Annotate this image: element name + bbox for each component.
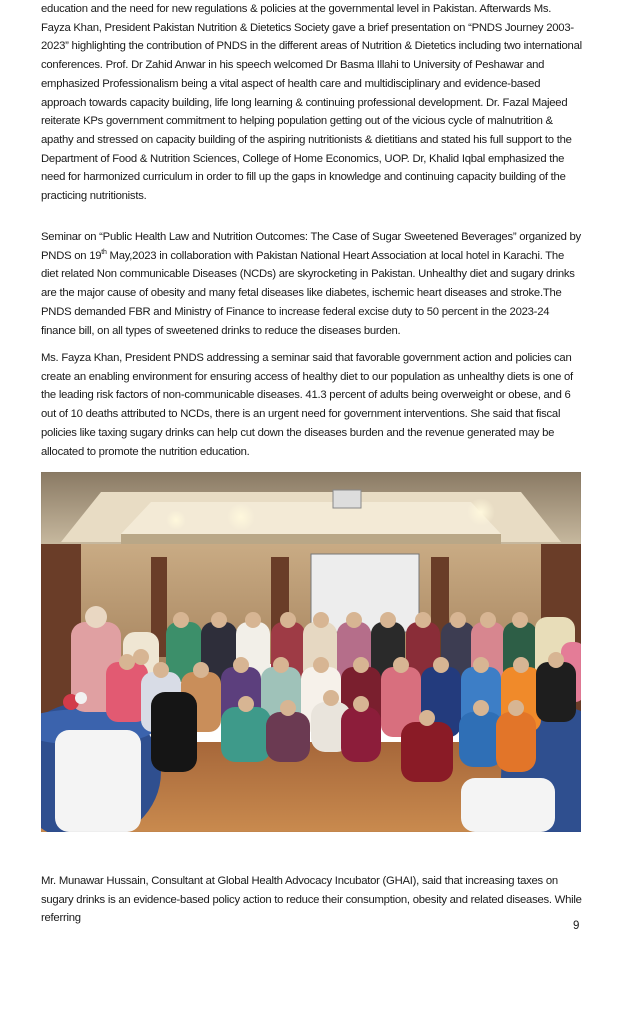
- paragraph-president-address: Ms. Fayza Khan, President PNDS addressing a seminar said that favorable government action and policies can create an enabling environment for ensuring access of healthy diet to our population as unhealthy diets is one of the leading risk factors of non-communicable diseases. 41.3 percent of adults being overweight or obese, and 6 out of 10 deaths attributed to NCDs, there is an urgent need for government interventions. She said that fiscal policies like taxing sugary drinks can help cut down the diseases burden and the revenue generated may be allocated to promote the nutrition education.: [41, 352, 573, 458]
- paragraph-consultant-remarks: Mr. Munawar Hussain, Consultant at Global Health Advocacy Incubator (GHAI), said that increasing taxes on sugary drinks is an evidence-based policy action to reduce their consumption, obesity and related diseases. While referring: [41, 875, 582, 925]
- paragraph-presentation: education and the need for new regulations & policies at the governmental level in Pakistan. Afterwards Ms. Fayza Khan, President Pakistan Nutrition & Dietetics Society gave a brief presentation on “PNDS Journey 2003-2023” highlighting the contribution of PNDS in the different areas of Nutrition & Dietetics including two international conferences. Prof. Dr Zahid Anwar in his speech welcomed Dr Basma Illahi to University of Peshawar and emphasized Professionalism being a vital aspect of health care and multidisciplinary and evidence-based approach towards capacity building, life long learning & continuing professional development. Dr. Fazal Majeed reiterate KPs government commitment to helping population getting out of the vicious cycle of malnutrition & apathy and stressed on capacity building of the aspiring nutritionists & dietitians and stated his full support to the Department of Food & Nutrition Sciences, College of Home Economics, UOP. Dr, Khalid Iqbal emphasized the need for harmonized curriculum in order to fill up the gaps in knowledge and continuing capacity building of the practicing nutritionists.: [41, 3, 582, 203]
- seminar-text-start: Seminar on “Public Health Law and Nutrition Outcomes: The Case of Sugar Sweetened Beverages” organized by PNDS on 19: [41, 231, 581, 262]
- group-photo: [41, 472, 581, 832]
- paragraph-seminar: [41, 228, 583, 340]
- page-number: 9: [573, 920, 580, 932]
- seminar-text-end: May,2023 in collaboration with Pakistan National Heart Association at local hotel in Karachi. The diet related Non communicable Diseases (NCDs) are skyrocketing in Pakistan. Unhealthy diet and sugary drinks are the major cause of obesity and many fetal diseases like diabetes, ischemic heart diseases and stroke.The PNDS demanded FBR and Ministry of Finance to increase federal excise duty to 50 percent in the 2023-24 finance bill, on all types of sweetened drinks to reduce the diseases burden.: [41, 249, 575, 337]
- date-ordinal-suffix: th: [101, 248, 107, 256]
